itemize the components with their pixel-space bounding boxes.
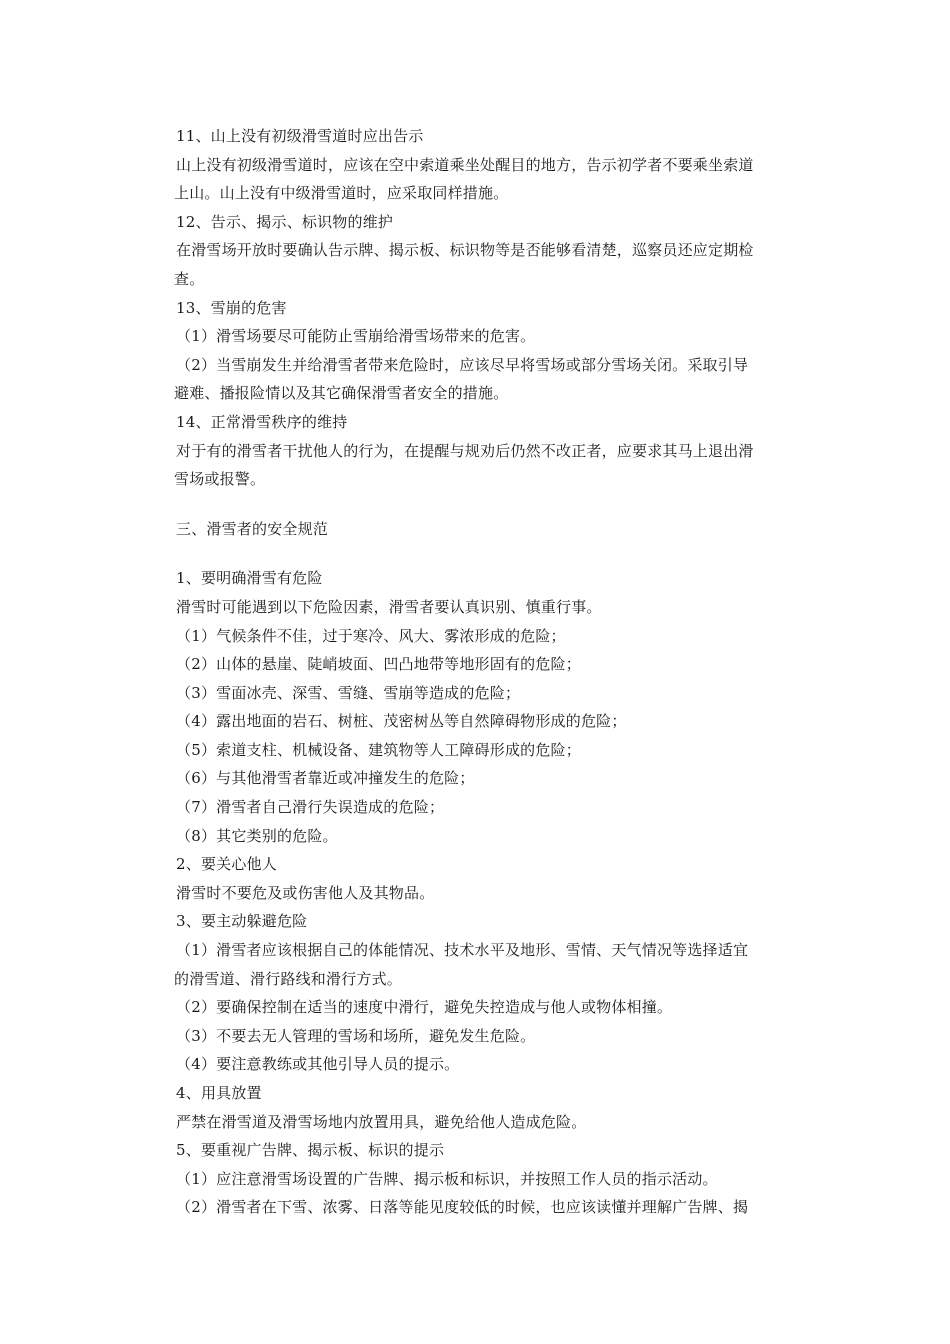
chapter-heading: 三、滑雪者的安全规范 [176, 519, 329, 538]
list-item: （2）要确保控制在适当的速度中滑行，避免失控造成与他人或物体相撞。 [176, 998, 673, 1017]
paragraph-line: 对于有的滑雪者干扰他人的行为，在提醒与规劝后仍然不改正者，应要求其马上退出滑 [176, 441, 754, 460]
section-heading-11: 11、山上没有初级滑雪道时应出告示 [176, 127, 424, 145]
section-heading-13: 13、雪崩的危害 [176, 298, 287, 317]
paragraph-line: 滑雪时不要危及或伤害他人及其物品。 [176, 883, 435, 902]
list-item: （6）与其他滑雪者靠近或冲撞发生的危险； [176, 769, 475, 788]
section-heading-4: 4、用具放置 [176, 1084, 262, 1102]
paragraph-line: 查。 [174, 269, 205, 288]
list-item: （1）应注意滑雪场设置的广告牌、揭示板和标识，并按照工作人员的指示活动。 [176, 1169, 718, 1188]
paragraph-line: 严禁在滑雪道及滑雪场地内放置用具，避免给他人造成危险。 [176, 1112, 587, 1131]
paragraph-line: 避难、播报险情以及其它确保滑雪者安全的措施。 [174, 384, 509, 403]
section-heading-2: 2、要关心他人 [176, 855, 277, 874]
paragraph-line: 在滑雪场开放时要确认告示牌、揭示板、标识物等是否能够看清楚，巡察员还应定期检 [176, 241, 754, 260]
list-item: （2）山体的悬崖、陡峭坡面、凹凸地带等地形固有的危险； [176, 655, 581, 674]
list-item: （1）气候条件不佳，过于寒冷、风大、雾浓形成的危险； [176, 626, 566, 645]
section-heading-12: 12、告示、揭示、标识物的维护 [176, 212, 394, 231]
list-item: （3）不要去无人管理的雪场和场所，避免发生危险。 [176, 1026, 536, 1045]
paragraph-line: 雪场或报警。 [174, 470, 266, 489]
list-item: （1）滑雪场要尽可能防止雪崩给滑雪场带来的危害。 [176, 327, 536, 346]
paragraph-line: 山上没有初级滑雪道时，应该在空中索道乘坐处醒目的地方，告示初学者不要乘坐索道 [176, 155, 754, 174]
paragraph-line: 滑雪时可能遇到以下危险因素，滑雪者要认真识别、慎重行事。 [176, 597, 602, 616]
list-item: （5）索道支柱、机械设备、建筑物等人工障碍形成的危险； [176, 740, 581, 759]
section-heading-3: 3、要主动躲避危险 [176, 912, 308, 931]
paragraph-line: 上山。山上没有中级滑雪道时，应采取同样措施。 [174, 184, 509, 203]
spacer [176, 494, 810, 515]
spacer [176, 543, 810, 564]
list-item: （1）滑雪者应该根据自己的体能情况、技术水平及地形、雪情、天气情况等选择适宜 [176, 941, 749, 960]
section-heading-5: 5、要重视广告牌、揭示板、标识的提示 [176, 1141, 445, 1160]
list-item: （3）雪面冰壳、深雪、雪缝、雪崩等造成的危险； [176, 683, 521, 702]
document-body [176, 122, 810, 1222]
list-item: （4）要注意教练或其他引导人员的提示。 [176, 1055, 460, 1074]
list-item: （8）其它类别的危险。 [176, 826, 338, 845]
list-item: （4）露出地面的岩石、树桩、茂密树丛等自然障碍物形成的危险； [176, 712, 627, 731]
paragraph-line: 的滑雪道、滑行路线和滑行方式。 [174, 969, 403, 988]
list-item: （2）滑雪者在下雪、浓雾、日落等能见度较低的时候，也应该读懂并理解广告牌、揭 [176, 1198, 749, 1217]
section-heading-14: 14、正常滑雪秩序的维持 [176, 412, 348, 431]
section-heading-1: 1、要明确滑雪有危险 [176, 569, 323, 588]
list-item: （7）滑雪者自己滑行失误造成的危险； [176, 798, 445, 817]
list-item: （2）当雪崩发生并给滑雪者带来危险时，应该尽早将雪场或部分雪场关闭。采取引导 [176, 355, 749, 374]
